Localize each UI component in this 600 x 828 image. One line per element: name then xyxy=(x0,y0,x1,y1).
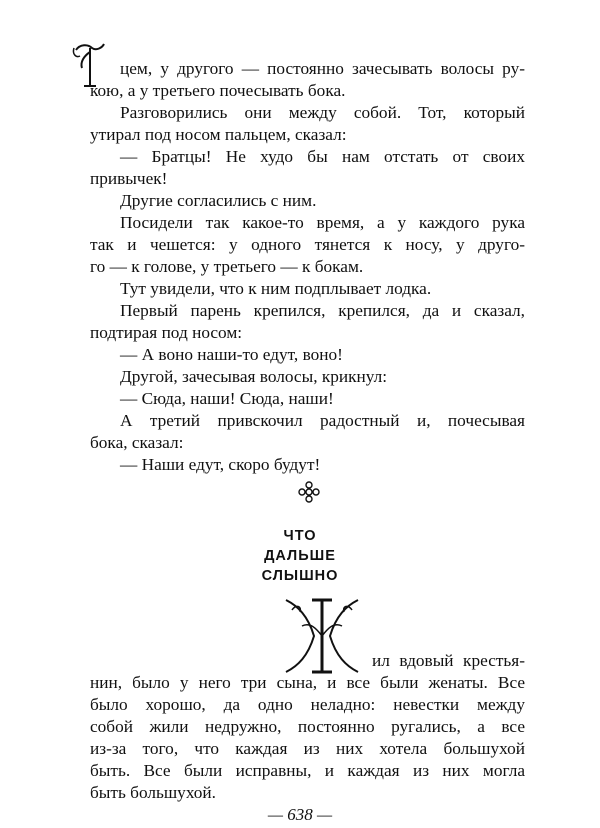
text-line-12: Первый парень крепился, крепился, да и сказал, xyxy=(120,301,525,320)
text-line-20: ил вдовый крестья- xyxy=(372,651,525,670)
text-line-21: нин, было у него три сына, и все были женаты. Все xyxy=(90,673,525,692)
text-line-11: Тут увидели, что к ним подплывает лодка. xyxy=(120,279,432,298)
text-line-25: быть. Все были исправны, и каждая из них могла xyxy=(90,761,525,780)
flower-ornament-icon xyxy=(297,480,321,504)
text-line-24: из-за того, что каждая из них хотела большухой xyxy=(90,739,525,758)
text-line-13: подтирая под носом: xyxy=(90,323,243,342)
text-line-15: Другой, зачесывая волосы, крикнул: xyxy=(120,367,388,386)
text-line-17: А третий привскочил радостный и, почесывая xyxy=(120,411,525,430)
text-line-6: привычек! xyxy=(90,169,168,188)
text-line-22: было хорошо, да одно неладно: невестки между xyxy=(90,695,525,714)
text-line-8: Посидели так какое-то время, а у каждого рука xyxy=(120,213,525,232)
text-line-23: собой жили недружно, постоянно ругались, а все xyxy=(90,717,525,736)
drop-cap-zh-ornament xyxy=(278,596,366,676)
text-line-14: — А воно наши-то едут, воно! xyxy=(120,345,343,364)
text-line-9: так и чешется: у одного тянется к носу, у друго- xyxy=(90,235,525,254)
chapter-title-line-3: СЛЫШНО xyxy=(261,568,339,584)
page-number: — 638 — xyxy=(267,805,333,824)
text-line-26: быть большухой. xyxy=(90,783,217,802)
chapter-title-line-2: ДАЛЬШЕ xyxy=(264,548,336,564)
text-line-10: го — к голове, у третьего — к бокам. xyxy=(90,257,364,276)
text-line-18: бока, сказал: xyxy=(90,433,184,452)
text-line-2: кою, а у третьего почесывать бока. xyxy=(90,81,346,100)
text-line-16: — Сюда, наши! Сюда, наши! xyxy=(120,389,334,408)
text-line-4: утирал под носом пальцем, сказал: xyxy=(90,125,347,144)
text-line-19: — Наши едут, скоро будут! xyxy=(120,455,321,474)
text-line-3: Разговорились они между собой. Тот, который xyxy=(120,103,525,122)
text-line-5: — Братцы! Не худо бы нам отстать от своих xyxy=(120,147,525,166)
text-line-7: Другие согласились с ним. xyxy=(120,191,317,210)
text-line-1: цем, у другого — постоянно зачесывать волосы ру- xyxy=(120,59,525,78)
chapter-title-line-1: ЧТО xyxy=(283,528,317,544)
